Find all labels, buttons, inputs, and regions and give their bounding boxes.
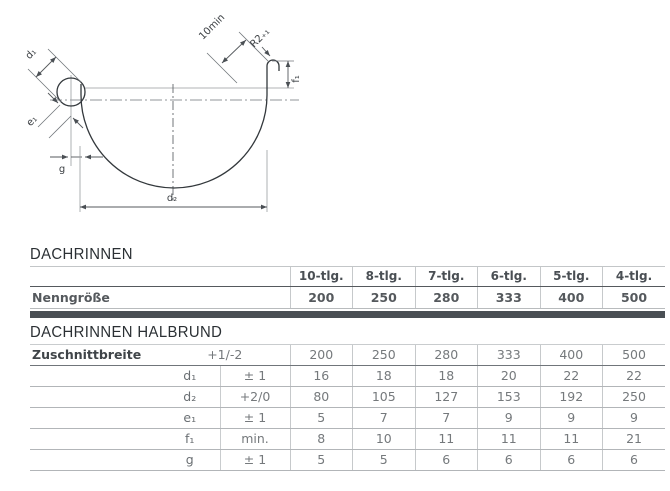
spec-value: 6 (478, 450, 541, 471)
spec-value: 9 (603, 408, 666, 429)
spec-value: 11 (478, 429, 541, 450)
edge-dimension-line (222, 40, 246, 63)
row-sub-label: d₂ (160, 387, 220, 408)
spec-value: 192 (540, 387, 603, 408)
table-row-g (30, 450, 665, 471)
dim-label-g: g (58, 164, 66, 175)
radius-leader-line (262, 47, 270, 56)
dim-label-d2: d₂ (166, 193, 178, 204)
row-tolerance: +2/0 (220, 387, 290, 408)
spec-value: 18 (415, 366, 478, 387)
spec-tables (30, 246, 665, 471)
spec-value: 22 (540, 366, 603, 387)
table-row-f1 (30, 429, 665, 450)
spec-value: 9 (478, 408, 541, 429)
spec-value: 20 (478, 366, 541, 387)
nenngroesse-label: Nenngröße (30, 287, 290, 309)
row-sub-label: g (160, 450, 220, 471)
nenngroesse-value: 250 (353, 287, 416, 309)
row-spacer (30, 450, 160, 471)
dim-label-f1: f₁ (291, 75, 302, 83)
header-spacer (30, 267, 290, 287)
spec-value: 6 (603, 450, 666, 471)
e1-extension-line-2 (49, 116, 71, 138)
spec-value: 6 (415, 450, 478, 471)
table-row-e1 (30, 408, 665, 429)
size-class-header-row (30, 267, 665, 287)
spec-value: 500 (603, 345, 666, 366)
halbrund-spec-table (30, 344, 665, 471)
section2-title: DACHRINNEN HALBRUND (30, 324, 223, 341)
e1-arrow-lower (73, 118, 83, 128)
spec-value: 250 (603, 387, 666, 408)
size-class-header-cell: 6-tlg. (478, 267, 541, 287)
row-tolerance: min. (220, 429, 290, 450)
row-sub-label: d₁ (160, 366, 220, 387)
spec-value: 400 (540, 345, 603, 366)
spec-value: 6 (540, 450, 603, 471)
d1-dimension-line (36, 57, 56, 77)
spec-value: 127 (415, 387, 478, 408)
spec-value: 7 (353, 408, 416, 429)
spec-value: 11 (415, 429, 478, 450)
section-divider-bar (30, 311, 665, 318)
row-label: Zuschnittbreite (30, 345, 160, 366)
row-spacer (30, 387, 160, 408)
spec-value: 11 (540, 429, 603, 450)
dim-label-d1: d₁ (23, 46, 39, 62)
spec-value: 9 (540, 408, 603, 429)
spec-value: 250 (353, 345, 416, 366)
dim-label-e1: e₁ (24, 113, 40, 129)
dim-label-r2: R2₊₁ (248, 26, 273, 51)
spec-value: 5 (290, 408, 353, 429)
spec-value: 200 (290, 345, 353, 366)
d1-extension-line-2 (28, 69, 61, 102)
nenngroesse-value: 280 (415, 287, 478, 309)
gutter-cross-section-diagram (0, 0, 310, 240)
section1-title: DACHRINNEN (30, 246, 133, 263)
dim-label-10min: 10min (197, 12, 228, 43)
spec-value: 5 (290, 450, 353, 471)
spec-value: 7 (415, 408, 478, 429)
spec-value: 280 (415, 345, 478, 366)
spec-value: 18 (353, 366, 416, 387)
row-sub-label: f₁ (160, 429, 220, 450)
row-spacer (30, 429, 160, 450)
d1-extension-line-1 (48, 49, 81, 82)
nenngroesse-value: 500 (603, 287, 666, 309)
row-tolerance: +1/-2 (160, 345, 290, 366)
spec-value: 153 (478, 387, 541, 408)
row-tolerance: ± 1 (220, 450, 290, 471)
spec-value: 21 (603, 429, 666, 450)
size-class-header-cell: 5-tlg. (540, 267, 603, 287)
table-row-d2 (30, 387, 665, 408)
spec-value: 80 (290, 387, 353, 408)
spec-value: 22 (603, 366, 666, 387)
size-class-header-cell: 10-tlg. (290, 267, 353, 287)
e1-extension-line-1 (38, 105, 60, 127)
edge-extension-line-1 (207, 53, 237, 83)
size-class-header-cell: 7-tlg. (415, 267, 478, 287)
spec-value: 8 (290, 429, 353, 450)
row-tolerance: ± 1 (220, 366, 290, 387)
spec-value: 105 (353, 387, 416, 408)
nenngroesse-table (30, 266, 665, 309)
spec-value: 16 (290, 366, 353, 387)
nenngroesse-value: 333 (478, 287, 541, 309)
size-class-header-cell: 4-tlg. (603, 267, 666, 287)
spec-value: 10 (353, 429, 416, 450)
table-row-d1 (30, 366, 665, 387)
row-spacer (30, 366, 160, 387)
table-row-zuschnittbreite (30, 345, 665, 366)
nenngroesse-value: 400 (540, 287, 603, 309)
gutter-profile (81, 60, 279, 188)
nenngroesse-value: 200 (290, 287, 353, 309)
spec-value: 5 (353, 450, 416, 471)
row-sub-label: e₁ (160, 408, 220, 429)
row-tolerance: ± 1 (220, 408, 290, 429)
spec-value: 333 (478, 345, 541, 366)
row-spacer (30, 408, 160, 429)
size-class-header-cell: 8-tlg. (353, 267, 416, 287)
nenngroesse-row (30, 287, 665, 309)
